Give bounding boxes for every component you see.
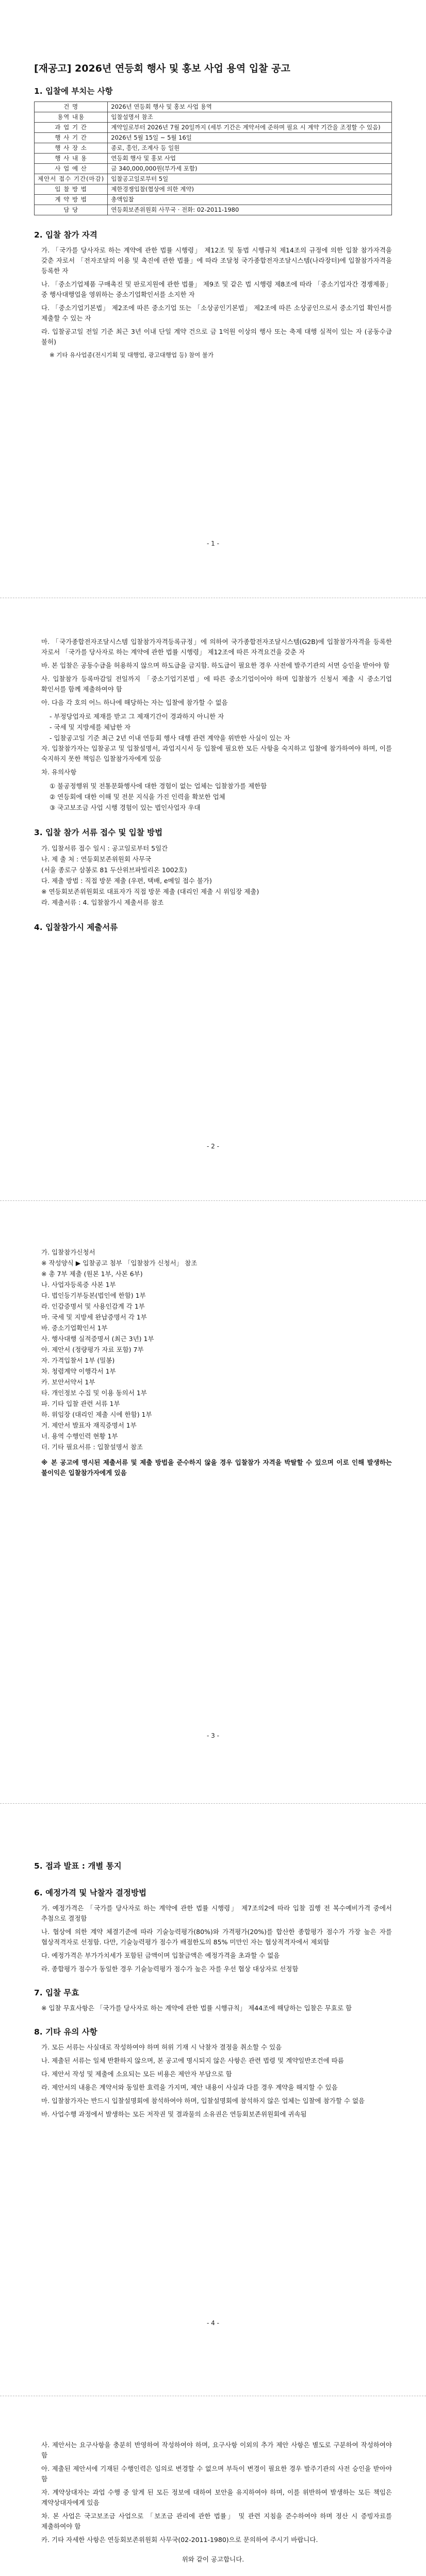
list-item: 라. 제출서류 : 4. 입찰참가시 제출서류 참조 bbox=[41, 899, 164, 906]
closing-text: 위와 같이 공고합니다. bbox=[182, 2555, 244, 2563]
table-key: 행 사 기 간 bbox=[35, 133, 108, 143]
list-item: 나. 제출된 서류는 일체 반환하지 않으며, 본 공고에 명시되지 않은 사항은 관련 법령 및 계약일반조건에 따름 bbox=[41, 2057, 344, 2064]
table-row bbox=[35, 154, 392, 164]
page-divider bbox=[0, 1803, 426, 1804]
page-number: - 4 - bbox=[207, 2319, 219, 2327]
warning: ※ 본 공고에 명시된 제출서류 및 제출 방법을 준수하지 않을 경우 입찰참가 자격을 박탈할 수 있으며 이로 인해 발생하는 불이익은 입찰참가자에게 있음 bbox=[41, 1459, 392, 1477]
section-3-heading: 3. 입찰 참가 서류 접수 및 입찰 방법 bbox=[34, 828, 163, 837]
list-item: 다. 법인등기부등본(법인에 한함) 1부 bbox=[41, 1292, 146, 1299]
list-item: 바. 사업수행 과정에서 발생하는 모든 저작권 및 결과물의 소유권은 연등회보존위원회에 귀속됨 bbox=[41, 2110, 307, 2118]
document-list bbox=[34, 1247, 392, 1452]
page-4 bbox=[34, 1850, 392, 2123]
bid-info-table bbox=[34, 101, 392, 215]
table-value: 제한경쟁입찰(협상에 의한 계약) bbox=[108, 184, 392, 195]
list-item: ※ 작성양식 ▶ 입찰공고 첨부 「입찰참가 신청서」 참조 bbox=[41, 1259, 198, 1267]
list-item: 카. 기타 자세한 사항은 연등회보존위원회 사무국(02-2011-1980)으로 문의하여 주시기 바랍니다. bbox=[41, 2536, 318, 2544]
section-2-heading: 2. 입찰 참가 자격 bbox=[34, 230, 97, 240]
paragraph: 가. 「국가를 당사자로 하는 계약에 관한 법률 시행령」 제12조 및 동법 시행규칙 제14조의 규정에 의한 입찰 참가자격을 갖춘 자로서 「전자조달의 이용 및 촉진에 관한 법률」에 따라 조달청 국가종합전자조달시스템(나라장터)에 입찰참가자격을 등록한 자 bbox=[41, 246, 392, 275]
restriction-list bbox=[34, 711, 392, 743]
caution-heading: 차. 유의사항 bbox=[41, 768, 77, 776]
table-row bbox=[35, 205, 392, 215]
section-5-heading: 5. 접과 발표 : 개별 통지 bbox=[34, 1861, 122, 1871]
page-number: - 3 - bbox=[207, 1732, 219, 1739]
list-item: 더. 기타 필요서류 : 입찰설명서 참조 bbox=[41, 1443, 143, 1451]
table-row bbox=[35, 184, 392, 195]
table-row bbox=[35, 195, 392, 205]
list-item: 타. 개인정보 수집 및 이용 동의서 1부 bbox=[41, 1389, 147, 1397]
section-6-heading: 6. 예정가격 및 낙찰자 결정방법 bbox=[34, 1888, 146, 1897]
page-3 bbox=[34, 1247, 392, 1481]
paragraph: 나. 협상에 의한 계약 체결기준에 따라 기술능력평가(80%)와 가격평가(20%)를 합산한 종합평가 점수가 가장 높은 자를 협상적격자로 선정함. 다만, 기술능력평가 점수가 배점한도의 85% 미만인 자는 협상적격자에서 제외함 bbox=[41, 1928, 392, 1946]
table-key: 제안서 접수 기간(마감) bbox=[35, 174, 108, 184]
table-key: 사 업 예 산 bbox=[35, 164, 108, 174]
table-key: 용역 내용 bbox=[35, 112, 108, 123]
list-item: ※ 총 7부 제출 (원본 1부, 사본 6부) bbox=[41, 1270, 143, 1278]
table-key: 담 당 bbox=[35, 205, 108, 215]
list-item: - 입찰공고일 기준 최근 2년 이내 연등회 행사 대행 관련 계약을 위반한 사실이 있는 자 bbox=[50, 734, 290, 742]
paragraph: 다. 예정가격은 부가가치세가 포함된 금액이며 입찰금액은 예정가격을 초과할 수 없음 bbox=[41, 1952, 280, 1959]
list-item: 가. 입찰서류 접수 일시 : 공고일로부터 5일간 bbox=[41, 844, 168, 852]
table-key: 계 약 방 법 bbox=[35, 195, 108, 205]
table-value: 2026년 5월 15일 ~ 5월 16일 bbox=[108, 133, 392, 143]
list-item: 파. 기타 입찰 관련 서류 1부 bbox=[41, 1400, 120, 1408]
table-value: 금 340,000,000원(부가세 포함) bbox=[108, 164, 392, 174]
paragraph: 다. 「중소기업기본법」 제2조에 따른 중소기업 또는 「소상공인기본법」 제2조에 따른 소상공인으로서 중소기업 확인서를 제출할 수 있는 자 bbox=[41, 304, 392, 322]
notes-list bbox=[34, 2042, 392, 2120]
list-item: 다. 제출 방법 : 직접 방문 제출 (우편, 택배, e메일 접수 불가) bbox=[41, 877, 212, 885]
list-item: 나. 사업자등록증 사본 1부 bbox=[41, 1281, 116, 1289]
table-value: 계약일로부터 2026년 7월 20일까지 (세부 기간은 계약서에 준하며 필요 시 계약 기간을 조정할 수 있음) bbox=[108, 123, 392, 133]
table-value: 입찰설명서 참조 bbox=[108, 112, 392, 123]
table-row bbox=[35, 174, 392, 184]
table-value: 연등회 행사 및 홍보 사업 bbox=[108, 154, 392, 164]
list-item: 너. 용역 수행인력 현황 1부 bbox=[41, 1432, 118, 1440]
page-2 bbox=[34, 637, 392, 938]
list-item: 사. 행사대행 실적증명서 (최근 3년) 1부 bbox=[41, 1335, 154, 1343]
table-key: 입 찰 방 법 bbox=[35, 184, 108, 195]
table-value: 연등회보존위원회 사무국 · 전화: 02-2011-1980 bbox=[108, 205, 392, 215]
page-number: - 2 - bbox=[207, 1143, 219, 1150]
list-item: 사. 제안서는 요구사항을 충분히 반영하여 작성하여야 하며, 요구사항 이외의 추가 제안 사항은 별도로 구분하여 작성하여야 함 bbox=[41, 2441, 392, 2459]
notes-list bbox=[34, 2440, 392, 2545]
table-value: 2026년 연등회 행사 및 홍보 사업 용역 bbox=[108, 102, 392, 112]
list-item: 마. 입찰참가자는 반드시 입찰설명회에 참석하여야 하며, 입찰설명회에 참석하지 않은 업체는 입찰에 참가할 수 없음 bbox=[41, 2097, 365, 2105]
paragraph: 마. 「국가종합전자조달시스템 입찰참가자격등록규정」에 의하여 국가종합전자조달시스템(G2B)에 입찰참가자격을 등록한 자로서 「국가를 당사자로 하는 계약에 관한 법률 시행령」 제12조에 따른 자격요건을 갖춘 자 bbox=[41, 638, 392, 656]
table-value: 입찰공고일로부터 5일 bbox=[108, 174, 392, 184]
list-item: 아. 제안서 (정량평가 자료 포함) 7부 bbox=[41, 1346, 144, 1353]
table-value: 총액입찰 bbox=[108, 195, 392, 205]
table-row bbox=[35, 102, 392, 112]
list-item: - 부정당업자로 제재를 받고 그 제재기간이 경과하지 아니한 자 bbox=[50, 713, 224, 720]
paragraph: 바. 본 입찰은 공동수급을 허용하지 않으며 하도급을 금지함. 하도급이 필요한 경우 사전에 발주기관의 서면 승인을 받아야 함 bbox=[41, 662, 390, 669]
list-item: 라. 인감증명서 및 사용인감계 각 1부 bbox=[41, 1302, 145, 1310]
table-key: 건 명 bbox=[35, 102, 108, 112]
paragraph: 라. 입찰공고일 전일 기준 최근 3년 이내 단일 계약 건으로 금 1억원 이상의 행사 또는 축제 대행 실적이 있는 자 (공동수급 불허) bbox=[41, 328, 392, 346]
table-key: 과 업 기 간 bbox=[35, 123, 108, 133]
table-row bbox=[35, 133, 392, 143]
table-row bbox=[35, 164, 392, 174]
paragraph: ※ 입찰 무효사항은 「국가를 당사자로 하는 계약에 관한 법률 시행규칙」 제44조에 해당하는 입찰은 무효로 함 bbox=[41, 2004, 352, 2012]
list-item: 거. 제안서 발표자 재직증명서 1부 bbox=[41, 1421, 137, 1429]
table-key: 행 사 장 소 bbox=[35, 143, 108, 154]
list-item: ③ 국고보조금 사업 시행 경험이 있는 법인사업자 우대 bbox=[50, 804, 201, 811]
list-item: 마. 국세 및 지방세 완납증명서 각 1부 bbox=[41, 1313, 147, 1321]
table-row bbox=[35, 112, 392, 123]
list-item: 나. 제 출 처 : 연등회보존위원회 사무국 bbox=[41, 855, 152, 863]
paragraph: 나. 「중소기업제품 구매촉진 및 판로지원에 관한 법률」 제9조 및 같은 법 시행령 제8조에 따라 「중소기업자간 경쟁제품」 중 행사대행업을 영위하는 중소기업확인서를 소지한 자 bbox=[41, 280, 392, 298]
paragraph: 사. 입찰참가 등록마감일 전일까지 「중소기업기본법」에 따른 중소기업이어야 하며 입찰참가 신청서 제출 시 중소기업 확인서를 함께 제출하여야 함 bbox=[41, 675, 392, 693]
list-item: 다. 제안서 작성 및 제출에 소요되는 모든 비용은 제안자 부담으로 함 bbox=[41, 2070, 232, 2078]
list-item: 아. 제출된 제안서에 기재된 수행인력은 임의로 변경할 수 없으며 부득이 변경이 필요한 경우 발주기관의 사전 승인을 받아야 함 bbox=[41, 2465, 392, 2483]
table-key: 행 사 내 용 bbox=[35, 154, 108, 164]
list-item: 가. 입찰참가신청서 bbox=[41, 1248, 95, 1256]
list-item: ① 불공정행위 및 전통문화행사에 대한 경험이 없는 업체는 입찰참가를 제한함 bbox=[50, 782, 267, 790]
page-1 bbox=[34, 61, 392, 363]
list-item: 자. 계약상대자는 과업 수행 중 알게 된 모든 정보에 대하여 보안을 유지하여야 하며, 이를 위반하여 발생하는 모든 책임은 계약상대자에게 있음 bbox=[41, 2488, 392, 2506]
list-item: 차. 청렴계약 이행각서 1부 bbox=[41, 1367, 116, 1375]
note: ※ 기타 유사업종(전시기획 및 대행업, 광고대행업 등) 참여 불가 bbox=[50, 351, 214, 359]
section-7-heading: 7. 입찰 무효 bbox=[34, 1988, 79, 1997]
list-item: 하. 위임장 (대리인 제출 시에 한함) 1부 bbox=[41, 1411, 152, 1418]
paragraph: 자. 입찰참가자는 입찰공고 및 입찰설명서, 과업지시서 등 입찰에 필요한 모든 사항을 숙지하고 입찰에 참가하여야 하며, 이를 숙지하지 못한 책임은 입찰참가자에게 있음 bbox=[41, 744, 392, 762]
list-item: ※ 연등회보존위원회로 대표자가 직접 방문 제출 (대리인 제출 시 위임장 제출) bbox=[41, 888, 259, 895]
list-item: 카. 보안서약서 1부 bbox=[41, 1378, 95, 1386]
list-item: 자. 가격입찰서 1부 (밀봉) bbox=[41, 1357, 115, 1364]
submission-list bbox=[34, 843, 392, 908]
list-item: 라. 제안서의 내용은 계약서와 동일한 효력을 가지며, 제안 내용이 사실과 다를 경우 계약을 해지할 수 있음 bbox=[41, 2083, 338, 2091]
list-item: - 국세 및 지방세를 체납한 자 bbox=[50, 723, 131, 731]
list-item: (서울 종로구 삼봉로 81 두산위브파빌리온 1002호) bbox=[41, 866, 187, 874]
page-number: - 1 - bbox=[207, 540, 219, 547]
list-item: 가. 모든 서류는 사실대로 작성하여야 하며 허위 기재 시 낙찰자 결정을 취소할 수 있음 bbox=[41, 2043, 282, 2051]
paragraph: 가. 예정가격은 「국가를 당사자로 하는 계약에 관한 법률 시행령」 제7조의2에 따라 입찰 집행 전 복수예비가격 중에서 추첨으로 결정함 bbox=[41, 1904, 392, 1922]
list-item: ② 연등회에 대한 이해 및 전문 지식을 가진 인력을 확보한 업체 bbox=[50, 793, 225, 801]
paragraph: 아. 다음 각 호의 어느 하나에 해당하는 자는 입찰에 참가할 수 없음 bbox=[41, 699, 228, 706]
page-5 bbox=[34, 2440, 392, 2576]
section-1-heading: 1. 입찰에 부치는 사항 bbox=[34, 87, 113, 96]
caution-list bbox=[34, 781, 392, 813]
table-value: 종로, 흥인, 조계사 등 일원 bbox=[108, 143, 392, 154]
paragraph: 라. 종합평가 점수가 동일한 경우 기술능력평가 점수가 높은 자를 우선 협상 대상자로 선정함 bbox=[41, 1965, 299, 1973]
notice-title: [재공고] 2026년 연등회 행사 및 홍보 사업 용역 입찰 공고 bbox=[34, 63, 290, 74]
section-4-heading: 4. 입찰참가시 제출서류 bbox=[34, 923, 118, 932]
list-item: 차. 본 사업은 국고보조금 사업으로 「보조금 관리에 관한 법률」 및 관련 지침을 준수하여야 하며 정산 시 증빙자료를 제출하여야 함 bbox=[41, 2512, 392, 2530]
list-item: 바. 중소기업확인서 1부 bbox=[41, 1324, 108, 1332]
page-divider bbox=[0, 1200, 426, 1201]
section-8-heading: 8. 기타 유의 사항 bbox=[34, 2027, 97, 2037]
table-row bbox=[35, 143, 392, 154]
table-row bbox=[35, 123, 392, 133]
